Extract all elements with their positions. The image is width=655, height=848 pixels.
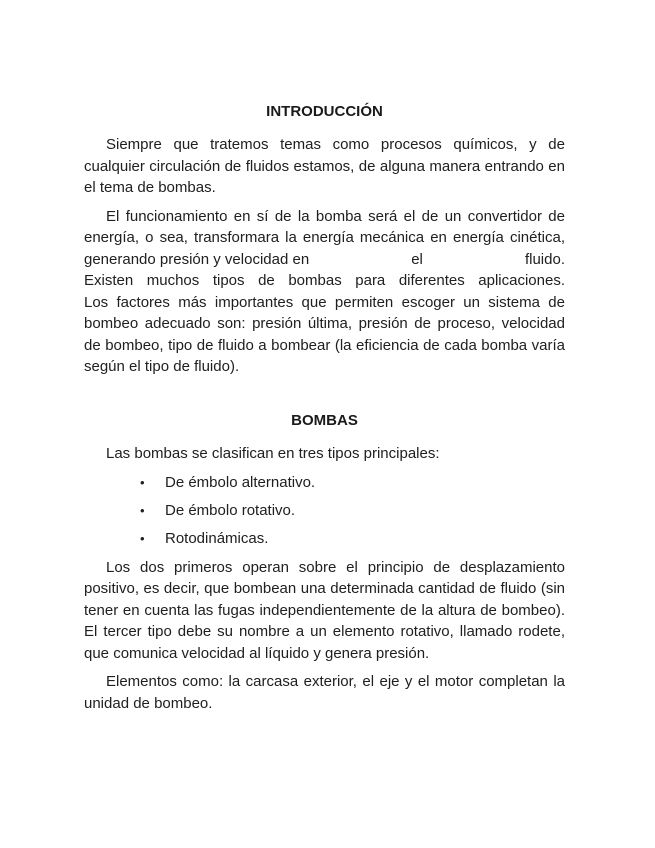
line-part: generando presión y velocidad en [84, 250, 310, 268]
section-heading-introduccion: INTRODUCCIÓN [266, 103, 383, 120]
line-part: el [411, 250, 423, 268]
paragraph-text: Existen muchos tipos de bombas para diferentes aplicaciones. [84, 272, 565, 289]
paragraph-bombas-intro [84, 443, 565, 465]
bullet-icon: • [140, 475, 145, 490]
bullet-icon: • [140, 531, 145, 546]
paragraph-text: Las bombas se clasifican en tres tipos principales: [106, 444, 440, 462]
paragraph-intro-1 [84, 134, 565, 199]
paragraph-text: Siempre que tratemos temas como procesos químicos, y de cualquier circulación de fluidos estamos, de alguna manera entrando en el tema de bombas. [84, 136, 565, 196]
list-item-label: De émbolo alternativo. [165, 474, 316, 491]
page-content [84, 101, 565, 714]
list-item-embolo-rotativo [84, 500, 565, 522]
list-item-rotodinamicas [84, 528, 565, 550]
paragraph-principio [84, 557, 565, 665]
section-heading-bombas: BOMBAS [291, 411, 358, 429]
stretched-justified-line [84, 249, 565, 271]
paragraph-elementos [84, 671, 565, 714]
list-item-label: Rotodinámicas. [165, 530, 269, 547]
paragraph-text: Los factores más importantes que permiten escoger un sistema de bombeo adecuado son: presión última, presión de proceso, velocidad de bombeo, tipo de fluido a bombear (la eficiencia de cada bomba varía según el tipo de fluido). [84, 293, 565, 375]
paragraph-text: Elementos como: la carcasa exterior, el eje y el motor completan la unidad de bombeo. [84, 673, 565, 712]
list-item-embolo-alternativo [84, 472, 565, 494]
paragraph-text: Los dos primeros operan sobre el principio de desplazamiento positivo, es decir, que bombean una determinada cantidad de fluido (sin tener en cuenta las fugas independientemente de la altura de bombeo). El tercer tipo debe su nombre a un elemento rotativo, llamado rodete, que comunica velocidad al líquido y genera presión. [84, 558, 565, 662]
pump-types-list [84, 472, 565, 550]
list-item-label: De émbolo rotativo. [165, 502, 296, 519]
bullet-icon: • [140, 503, 145, 518]
line-part: fluido. [524, 250, 565, 268]
paragraph-text: El funcionamiento en sí de la bomba será el de un convertidor de energía, o sea, transformara la energía mecánica en energía cinética, [84, 207, 565, 246]
paragraph-intro-2 [84, 206, 565, 378]
